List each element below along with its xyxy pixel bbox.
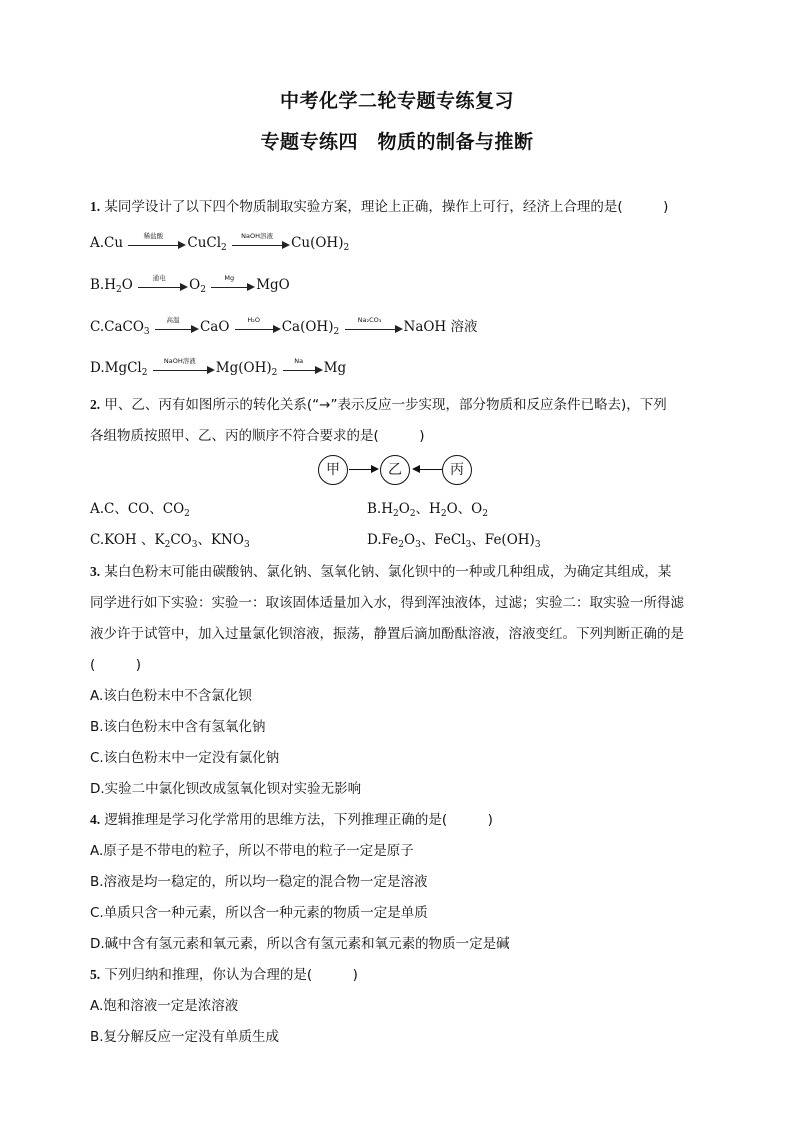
q2-option-a [90,500,190,518]
question-1-stem [90,198,668,216]
question-number: 2. [90,397,101,412]
option-label: B. [90,277,105,293]
node-bing: 丙 [442,455,472,485]
q1-option-c [90,315,478,337]
arrow-right-icon [371,465,379,473]
arrow-head-icon [282,241,290,249]
arrow-head-icon [191,325,199,333]
q2-option-d: $D.Fe_2O_3$、FeCl$_3$、$Fe(OH)_3$ [367,532,541,550]
q3-option-d: D.实验二中氯化钡改成氢氧化钡对实验无影响 [90,781,362,797]
reaction-arrow [211,273,255,295]
node-jia: 甲 [318,455,348,485]
question-3-stem-cont: 液少许于试管中，加入过量氯化钡溶液，振荡，静置后滴加酚酞溶液，溶液变红。下列判断正确的是 [90,626,684,642]
arrow-head-icon [178,241,186,249]
reaction-condition: NaOH溶液 [163,356,196,365]
arrow-head-icon [395,325,403,333]
arrow-line [420,469,442,470]
q1-option-a [90,231,350,253]
option-label: C. [90,319,105,335]
q5-option-b: B.复分解反应一定没有单质生成 [90,1029,280,1045]
subscript: 2 [200,285,206,295]
reaction-condition: 通电 [152,273,166,282]
reaction-arrow [155,315,199,337]
reaction-arrow [235,315,281,337]
subscript: 2 [221,243,227,253]
node-yi: 乙 [380,455,410,485]
question-5-stem [90,966,358,984]
question-text: 甲、乙、丙有如图所示的转化关系(“→”表示反应一步实现，部分物质和反应条件已略去)，下列 [100,397,667,413]
formula: MgCl [104,360,142,376]
q4-option-d: D.碱中含有氢元素和氧元素，所以含有氢元素和氧元素的物质一定是碱 [90,936,510,952]
formula: Cu(OH) [291,235,344,251]
q4-option-c: C.单质只含一种元素，所以含一种元素的物质一定是单质 [90,905,428,921]
question-4-stem [90,811,493,829]
q1-option-d [90,356,347,378]
reaction-arrow [283,356,323,378]
question-number: 1. [90,199,101,214]
formula: O [189,277,201,293]
arrow-head-icon [247,283,255,291]
q2-option-b: $B.H_2O_2$、$H_2O$、$O_2$ [367,501,488,519]
q1-option-b [90,273,290,295]
arrow-head-icon [315,366,323,374]
q3-option-c: C.该白色粉末中一定没有氯化钠 [90,750,280,766]
transformation-diagram [318,454,478,486]
formula: Mg(OH) [215,360,272,376]
subscript: 2 [116,285,122,295]
arrow-head-icon [207,366,215,374]
reaction-condition: NaOH溶液 [241,231,273,240]
question-number: 5. [90,967,101,982]
option-text: A.C、CO、CO [90,501,185,517]
option-label: D. [90,360,105,376]
formula: Cu [104,235,124,251]
question-2-stem [90,396,667,414]
question-3-stem-cont: ( ) [90,657,142,673]
document-title: 中考化学二轮专题专练复习 [279,90,514,112]
reaction-arrow [128,231,186,253]
document-subtitle: 专题专练四 物质的制备与推断 [260,131,534,153]
reaction-arrow [138,273,188,295]
reaction-condition: Mg [224,273,235,282]
reaction-condition: 高温 [166,315,180,324]
formula: H [104,277,116,293]
q2-option-c: C.KOH 、$K_2CO_3$、$KNO_3$ [90,532,250,550]
arrow-left-icon [412,465,420,473]
reaction-arrow [345,315,403,337]
formula: O [121,277,133,293]
formula: CaO [199,319,230,335]
arrow-line [349,469,371,470]
question-3-stem-cont: 同学进行如下实验：实验一：取该固体适量加入水，得到浑浊液体，过滤；实验二：取实验一所得滤 [90,595,684,611]
q3-option-b: B.该白色粉末中含有氢氧化钠 [90,719,266,735]
subscript: 3 [143,327,150,337]
formula: MgO [256,277,290,293]
question-3-stem [90,563,671,581]
question-text: 某同学设计了以下四个物质制取实验方案，理论上正确，操作上可行，经济上合理的是( ) [100,199,669,215]
question-text: 逻辑推理是学习化学常用的思维方法，下列推理正确的是( ) [100,812,493,828]
question-number: 3. [90,564,101,579]
arrow-head-icon [180,283,188,291]
arrow-head-icon [273,325,281,333]
question-number: 4. [90,812,101,827]
q5-option-a: A.饱和溶液一定是浓溶液 [90,998,239,1014]
reaction-condition: Na [294,356,304,365]
formula: NaOH 溶液 [403,319,478,335]
q4-option-b: B.溶液是均一稳定的，所以均一稳定的混合物一定是溶液 [90,874,428,890]
reaction-arrow [153,356,215,378]
reaction-condition: 稀盐酸 [143,231,164,240]
subscript: 2 [184,509,190,519]
q4-option-a: A.原子是不带电的粒子，所以不带电的粒子一定是原子 [90,843,414,859]
reaction-arrow [232,231,290,253]
question-text: 下列归纳和推理，你认为合理的是( ) [100,967,358,983]
reaction-condition: H₂O [247,315,261,324]
reaction-condition: Na₂CO₃ [357,315,382,324]
formula: CaCO [104,319,144,335]
question-text: 某白色粉末可能由碳酸钠、氯化钠、氢氧化钠、氯化钡中的一种或几种组成，为确定其组成，某 [100,564,672,580]
question-2-stem-cont: 各组物质按照甲、乙、丙的顺序不符合要求的是( ) [90,428,425,444]
formula: Mg [323,360,347,376]
q3-option-a: A.该白色粉末中不含氯化钡 [90,688,252,704]
subscript: 2 [343,243,350,253]
formula: Ca(OH) [281,319,334,335]
subscript: 2 [141,368,148,378]
subscript: 2 [271,368,278,378]
subscript: 2 [333,327,340,337]
formula: CuCl [187,235,222,251]
option-label: A. [90,235,105,251]
